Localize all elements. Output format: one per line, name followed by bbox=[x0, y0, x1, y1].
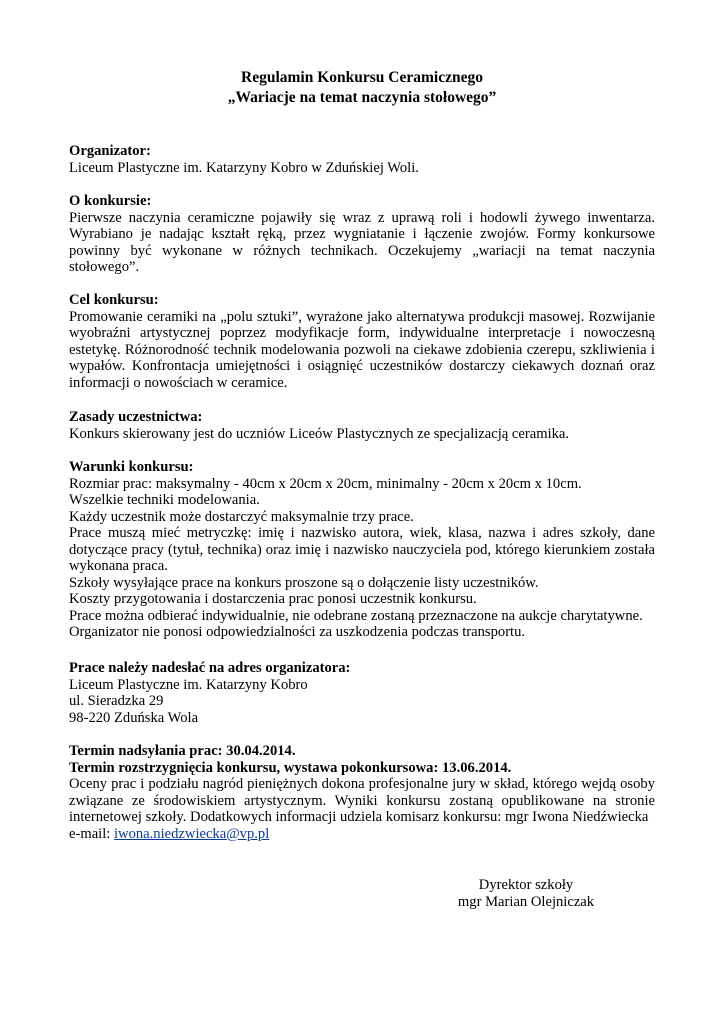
deadlines-line: internetowej szkoły. Dodatkowych informacji udziela komisarz konkursu: mgr Iwona Niedźwiecka bbox=[69, 809, 649, 825]
section-about bbox=[69, 193, 655, 276]
address-heading: Prace należy nadesłać na adres organizatora: bbox=[69, 660, 351, 676]
conditions-line: Wszelkie techniki modelowania. bbox=[69, 492, 260, 508]
conditions-heading: Warunki konkursu: bbox=[69, 459, 194, 475]
document-title: Regulamin Konkursu Ceramicznego bbox=[241, 69, 483, 86]
address-line: ul. Sieradzka 29 bbox=[69, 693, 164, 709]
section-participation bbox=[69, 409, 655, 442]
section-conditions bbox=[69, 459, 655, 641]
section-goal bbox=[69, 292, 655, 391]
participation-heading: Zasady uczestnictwa: bbox=[69, 409, 203, 425]
conditions-line: Prace muszą mieć metryczkę: imię i nazwisko autora, wiek, klasa, nazwa i adres szkoły, dane bbox=[69, 525, 655, 541]
goal-line: wyobraźni artystycznej poprzez modyfikacje form, indywidualne interpretacje i nowoczesną bbox=[69, 325, 655, 341]
section-deadlines bbox=[69, 743, 655, 842]
deadlines-line: Oceny prac i podziału nagród pieniężnych dokona profesjonalne jury w skład, którego wejdą osoby bbox=[69, 776, 655, 792]
section-organizer bbox=[69, 143, 655, 176]
email-link[interactable]: iwona.niedzwiecka@vp.pl bbox=[113, 825, 270, 842]
conditions-line: Każdy uczestnik może dostarczyć maksymalnie trzy prace. bbox=[69, 508, 414, 525]
conditions-line: wykonana praca. bbox=[69, 558, 168, 574]
email-line bbox=[69, 826, 655, 843]
conditions-line: dotyczące pracy (tytuł, technika) oraz imię i nazwisko nauczyciela pod, którego kierunkiem została bbox=[69, 541, 655, 558]
about-heading: O konkursie: bbox=[69, 193, 152, 209]
about-line: stołowego”. bbox=[69, 259, 140, 275]
section-address bbox=[69, 660, 655, 726]
conditions-line: Prace można odbierać indywidualnie, nie odebrane zostaną przeznaczone na aukcje charytatywne. bbox=[69, 607, 643, 624]
deadlines-line: związane ze środowiskiem artystycznym. Wyniki konkursu zostaną opublikowane na stronie bbox=[69, 792, 655, 809]
signature-role: Dyrektor szkoły bbox=[478, 877, 574, 893]
about-line: Pierwsze naczynia ceramiczne pojawiły się wraz z uprawą roli i hodowli żywego inwentarza. bbox=[69, 209, 655, 226]
email-label: e-mail: bbox=[69, 825, 114, 842]
document-subtitle: „Wariacje na temat naczynia stołowego” bbox=[227, 89, 497, 106]
conditions-line: Szkoły wysyłające prace na konkurs proszone są o dołączenie listy uczestników. bbox=[69, 574, 539, 591]
about-line: powinny być wykonane w różnych technikach. Oczekujemy „wariacji na temat naczynia bbox=[69, 242, 655, 259]
address-line: Liceum Plastyczne im. Katarzyny Kobro bbox=[69, 676, 308, 693]
organizer-text: Liceum Plastyczne im. Katarzyny Kobro w Zduńskiej Woli. bbox=[69, 159, 419, 176]
submission-deadline: Termin nadsyłania prac: 30.04.2014. bbox=[69, 743, 296, 759]
goal-line: estetykę. Różnorodność technik modelowania pozwoli na ciekawe zdobienia czerepu, szkliwienia i bbox=[69, 341, 655, 358]
goal-line: Promowanie ceramiki na „polu sztuki”, wyrażone jako alternatywa produkcji masowej. Rozwijanie bbox=[69, 308, 655, 325]
results-deadline: Termin rozstrzygnięcia konkursu, wystawa pokonkursowa: 13.06.2014. bbox=[69, 759, 512, 776]
conditions-line: Rozmiar prac: maksymalny - 40cm x 20cm x 20cm, minimalny - 20cm x 20cm x 10cm. bbox=[69, 475, 582, 492]
address-line: 98-220 Zduńska Wola bbox=[69, 709, 199, 726]
conditions-line: Koszty przygotowania i dostarczenia prac ponosi uczestnik konkursu. bbox=[69, 591, 477, 607]
goal-line: wypałów. Konfrontacja umiejętności i osiągnięć uczestników dostarczy ciekawych doznań oraz bbox=[69, 358, 655, 374]
goal-line: informacji o nowościach w ceramice. bbox=[69, 374, 288, 391]
conditions-line: Organizator nie ponosi odpowiedzialności za uszkodzenia podczas transportu. bbox=[69, 624, 526, 640]
signature-name: mgr Marian Olejniczak bbox=[457, 894, 595, 910]
participation-text: Konkurs skierowany jest do uczniów Liceów Plastycznych ze specjalizacją ceramika. bbox=[69, 425, 570, 442]
organizer-heading: Organizator: bbox=[69, 143, 151, 159]
goal-heading: Cel konkursu: bbox=[69, 292, 159, 308]
about-line: Wyrabiano je nadając kształt ręką, przez wygniatanie i łączenie zwojów. Formy konkursowe bbox=[69, 226, 655, 242]
